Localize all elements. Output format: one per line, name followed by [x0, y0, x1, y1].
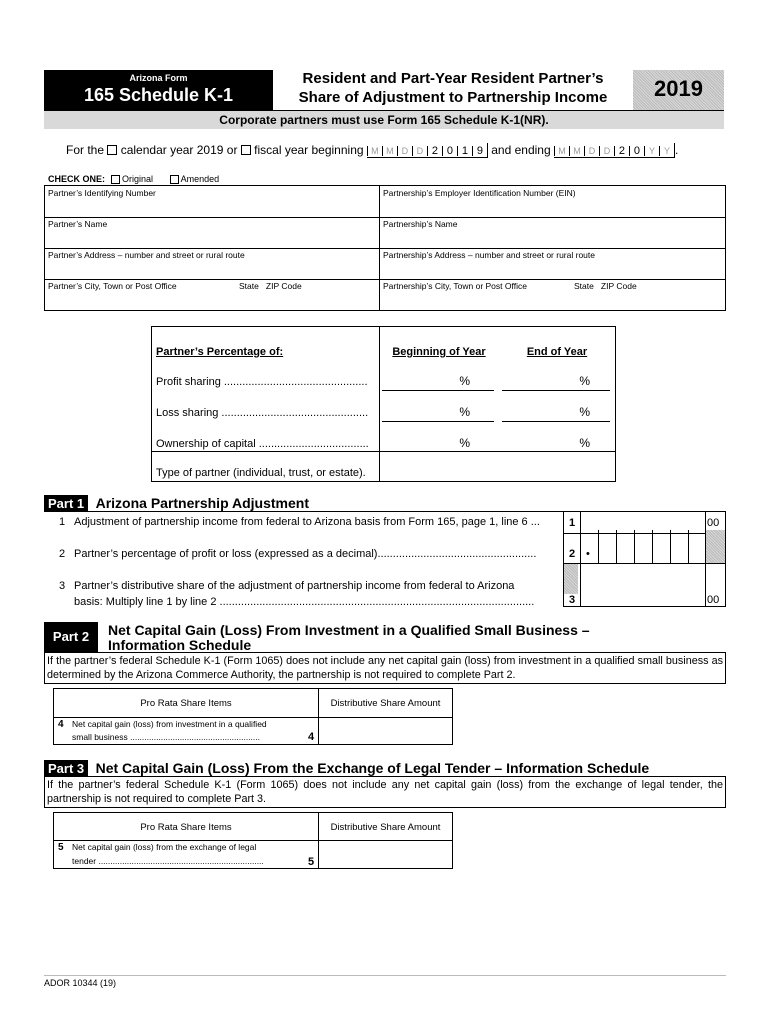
begin-day-2: D — [412, 146, 427, 156]
pct-col-end: End of Year — [526, 346, 588, 358]
partner-name-label: Partner’s Name — [48, 219, 108, 229]
digit-cell — [652, 530, 653, 563]
part2-title-b: Information Schedule — [108, 637, 252, 653]
pct-sign: % — [579, 374, 590, 388]
footer-rule — [44, 975, 726, 976]
line4-text-a: Net capital gain (loss) from investment in a qualified — [72, 719, 267, 729]
line5-amount-field[interactable] — [320, 842, 451, 867]
digit-cell — [598, 530, 599, 563]
part2-note — [44, 652, 726, 684]
period-line — [66, 143, 736, 158]
partner-city-field[interactable] — [48, 281, 238, 309]
partnership-ein-label: Partnership’s Employer Identification Number (EIN) — [383, 188, 576, 198]
pct-header: Partner’s Percentage of: — [156, 346, 284, 358]
partnership-address-field[interactable] — [383, 250, 721, 278]
check-one-label: CHECK ONE: — [48, 174, 106, 184]
grid-rule — [45, 248, 725, 249]
partnership-ein-field[interactable] — [383, 188, 721, 216]
original-checkbox[interactable] — [111, 175, 120, 184]
form-name: 165 Schedule K-1 — [83, 85, 234, 105]
begin-month-1: M — [367, 146, 382, 156]
grid-rule — [45, 279, 725, 280]
partnership-state-zip-label: State ZIP Code — [574, 281, 637, 291]
line2-decimal-field[interactable] — [563, 530, 726, 564]
ownership-end-field[interactable] — [502, 436, 610, 451]
line5-text-b: tender ...................................................................... — [72, 856, 264, 866]
digit-cell — [616, 530, 617, 563]
end-month-1: M — [554, 146, 569, 156]
line1-cents: 00 — [707, 517, 720, 529]
partnership-city-label: Partnership’s City, Town or Post Office — [383, 281, 527, 291]
tax-year: 2019 — [654, 76, 703, 101]
calendar-year-label: calendar year 2019 or — [120, 143, 238, 157]
pct-sign: % — [459, 405, 470, 419]
amended-label: Amended — [180, 174, 220, 184]
part2-table-rule — [54, 717, 452, 718]
line4-text-b: small business ....................................................... — [72, 732, 260, 742]
amended-checkbox[interactable] — [170, 175, 179, 184]
corporate-note-band — [44, 111, 724, 129]
check-one-row — [48, 174, 219, 184]
for-the-label: For the — [66, 143, 105, 157]
end-day-1: D — [584, 146, 599, 156]
pct-rule — [379, 451, 615, 452]
line3-cents: 00 — [707, 594, 720, 606]
partner-state-zip-field[interactable] — [239, 281, 376, 309]
part3-note-text: If the partner’s federal Schedule K-1 (Form 1065) does not include any net capital gain (loss) from the exchange of legal tender, the partnership is not required to complete Part 3. — [47, 779, 723, 805]
footer-code: ADOR 10344 (19) — [44, 978, 117, 988]
calendar-year-checkbox[interactable] — [107, 145, 117, 155]
line5-box-num: 5 — [308, 856, 315, 868]
digit-cell — [688, 530, 689, 563]
fiscal-year-checkbox[interactable] — [241, 145, 251, 155]
part3-col-amount: Distributive Share Amount — [330, 822, 441, 833]
profit-begin-field[interactable] — [382, 374, 494, 391]
line2-num: 2 — [59, 548, 66, 560]
ownership-begin-field[interactable] — [382, 436, 494, 451]
part2-title-a: Net Capital Gain (Loss) From Investment in a Qualified Small Business – — [108, 622, 590, 638]
line3-row — [44, 570, 564, 610]
part1-label: Part 1 — [44, 495, 88, 512]
partner-state-zip-label: State ZIP Code — [239, 281, 302, 291]
partnership-city-field[interactable] — [383, 281, 573, 309]
part3-title: Net Capital Gain (Loss) From the Exchange of Legal Tender – Information Schedule — [95, 760, 650, 776]
line4-box-num: 4 — [308, 731, 315, 743]
profit-sharing-label: Profit sharing ............................................... — [156, 376, 368, 388]
loss-end-field[interactable] — [502, 405, 610, 422]
end-year-1: 2 — [614, 146, 629, 156]
line1-box-num: 1 — [569, 517, 576, 529]
pct-sign: % — [579, 436, 590, 450]
line2-text: Partner’s percentage of profit or loss (expressed as a decimal).................................................... — [74, 548, 537, 560]
begin-year-3: 1 — [457, 146, 472, 156]
line3-num: 3 — [59, 580, 66, 592]
end-month-2: M — [569, 146, 584, 156]
grid-rule — [45, 217, 725, 218]
line1-text: Adjustment of partnership income from federal to Arizona basis from Form 165, page 1, line 6 ... — [74, 516, 540, 528]
partnership-address-label: Partnership’s Address – number and street or rural route — [383, 250, 595, 260]
pct-sign: % — [459, 436, 470, 450]
part3-note — [44, 776, 726, 808]
line5-num: 5 — [58, 842, 64, 853]
partner-id-label: Partner’s Identifying Number — [48, 188, 156, 198]
part1-heading — [44, 495, 726, 512]
digit-cell — [670, 530, 671, 563]
part1-title: Arizona Partnership Adjustment — [95, 495, 309, 511]
line4-amount-field[interactable] — [320, 719, 451, 743]
part3-table — [53, 812, 453, 869]
original-label: Original — [122, 174, 154, 184]
profit-end-field[interactable] — [502, 374, 610, 391]
line3-amount-field[interactable] — [563, 564, 726, 607]
and-ending-label: and ending — [491, 143, 551, 157]
digit-cell — [634, 530, 635, 563]
end-year-3: Y — [644, 146, 659, 156]
pct-sign: % — [459, 374, 470, 388]
line2-decimal-dot: • — [586, 548, 590, 560]
begin-year-4: 9 — [472, 146, 487, 156]
form-name-block — [44, 70, 273, 110]
line3-divider — [580, 564, 581, 606]
part3-label: Part 3 — [44, 760, 88, 777]
partner-type-field[interactable] — [381, 453, 614, 480]
form-small-label: Arizona Form — [129, 73, 188, 83]
partner-id-field[interactable] — [48, 188, 376, 216]
ownership-capital-label: Ownership of capital .................................... — [156, 438, 369, 450]
line3-box-num: 3 — [569, 594, 576, 606]
fiscal-begin-date-field[interactable] — [367, 143, 488, 158]
partnership-name-label: Partnership’s Name — [383, 219, 458, 229]
part3-heading — [44, 760, 726, 776]
tax-year-box — [633, 70, 724, 110]
loss-begin-field[interactable] — [382, 405, 494, 422]
line3-text-b: basis: Multiply line 1 by line 2 ....................................................................................................... — [74, 596, 535, 608]
begin-month-2: M — [382, 146, 397, 156]
partnership-name-field[interactable] — [383, 219, 721, 247]
corporate-note: Corporate partners must use Form 165 Schedule K-1(NR). — [219, 113, 549, 127]
line4-num: 4 — [58, 719, 64, 730]
begin-year-1: 2 — [427, 146, 442, 156]
begin-day-1: D — [397, 146, 412, 156]
line3-cents-divider — [705, 564, 706, 606]
part3-table-rule — [54, 840, 452, 841]
id-fields-grid — [44, 185, 726, 311]
part2-label: Part 2 — [44, 622, 98, 652]
pct-rule-left — [152, 451, 379, 452]
percentage-table — [151, 326, 616, 482]
fiscal-year-label: fiscal year beginning — [254, 143, 364, 157]
line3-text-a: Partner’s distributive share of the adjustment of partnership income from federal to Arizona — [74, 580, 515, 592]
line2-box-num: 2 — [569, 548, 576, 560]
pct-sign: % — [579, 405, 590, 419]
partner-address-label: Partner’s Address – number and street or rural route — [48, 250, 245, 260]
partner-type-label: Type of partner (individual, trust, or estate). — [156, 467, 366, 479]
form-title-line1: Resident and Part-Year Resident Partner’s — [302, 70, 604, 87]
line2-shaded-cell — [706, 530, 725, 563]
fiscal-end-date-field[interactable] — [554, 143, 675, 158]
end-year-4: Y — [659, 146, 674, 156]
begin-year-2: 0 — [442, 146, 457, 156]
form-title-line2: Share of Adjustment to Partnership Income — [298, 89, 608, 106]
end-day-2: D — [599, 146, 614, 156]
line2-divider — [580, 530, 581, 563]
partner-address-field[interactable] — [48, 250, 376, 278]
partner-city-label: Partner’s City, Town or Post Office — [48, 281, 177, 291]
part2-col-items: Pro Rata Share Items — [140, 698, 232, 709]
partnership-state-zip-field[interactable] — [574, 281, 721, 309]
loss-sharing-label: Loss sharing ................................................ — [156, 407, 369, 419]
period-end-mark: . — [674, 143, 679, 157]
part2-table — [53, 688, 453, 745]
part2-note-text: If the partner’s federal Schedule K-1 (Form 1065) does not include any net capital gain (loss) from investment in a qualified small business as determined by the Arizona Commerce Authority, the partnership is not required to complete Part 2. — [47, 655, 723, 681]
end-year-2: 0 — [629, 146, 644, 156]
line1-num: 1 — [59, 516, 66, 528]
line5-text-a: Net capital gain (loss) from the exchange of legal — [72, 842, 257, 852]
part3-col-items: Pro Rata Share Items — [140, 822, 232, 833]
part2-col-amount: Distributive Share Amount — [330, 698, 441, 709]
partner-name-field[interactable] — [48, 219, 376, 247]
pct-col-begin: Beginning of Year — [392, 346, 486, 358]
